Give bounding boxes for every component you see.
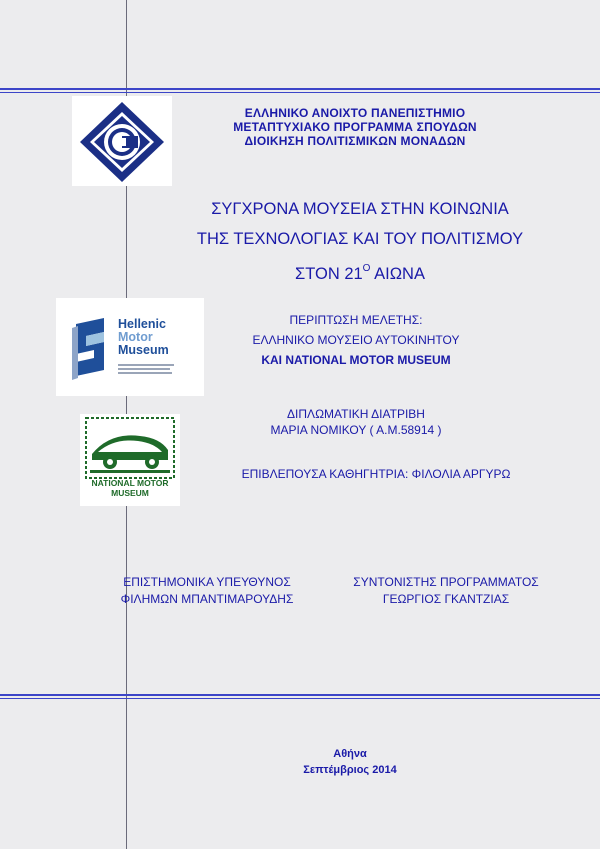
scientific-responsible-block	[92, 574, 322, 608]
scientific-responsible-name: ΦΙΛΗΜΩΝ ΜΠΑΝΤΙΜΑΡΟΥΔΗΣ	[120, 592, 294, 606]
title-line-2: ΤΗΣ ΤΕΧΝΟΛΟΓΙΑΣ ΚΑΙ ΤΟΥ ΠΟΛΙΤΙΣΜΟΥ	[196, 230, 524, 248]
hmm-small-print	[118, 362, 178, 376]
case-study-line-2: ΚΑΙ NATIONAL MOTOR MUSEUM	[261, 353, 451, 367]
national-motor-museum-logo	[80, 414, 180, 506]
thesis-type: ΔΙΠΛΩΜΑΤΙΚΗ ΔΙΑΤΡΙΒΗ	[287, 407, 425, 421]
thesis-author: ΜΑΡΙΑ ΝΟΜΙΚΟΥ ( Α.Μ.58914 )	[270, 423, 442, 437]
scientific-responsible-role: ΕΠΙΣΤΗΜΟΝΙΚΑ ΥΠΕΥΘΥΝΟΣ	[123, 575, 291, 589]
program-coordinator-name: ΓΕΩΡΓΙΟΣ ΓΚΑΝΤΖΙΑΣ	[382, 592, 510, 606]
bottom-double-rule	[0, 694, 600, 699]
header-program: ΜΕΤΑΠΤΥΧΙΑΚΟ ΠΡΟΓΡΑΜΜΑ ΣΠΟΥΔΩΝ	[233, 120, 477, 134]
program-coordinator-block	[326, 574, 566, 608]
case-study-label: ΠΕΡΙΠΤΩΣΗ ΜΕΛΕΤΗΣ:	[289, 313, 423, 327]
thesis-supervisor: ΕΠΙΒΛΕΠΟΥΣΑ ΚΑΘΗΓΗΤΡΙΑ: ΦΙΛΟΛΙΑ ΑΡΓΥΡΩ	[241, 467, 511, 481]
hellenic-motor-museum-logo	[56, 298, 204, 396]
thesis-info-block	[206, 406, 506, 438]
thesis-title	[140, 194, 580, 289]
title-line-3: ΣΤΟΝ $21^O$ ΑΙΩΝΑ	[295, 263, 425, 283]
program-coordinator-role: ΣΥΝΤΟΝΙΣΤΗΣ ΠΡΟΓΡΑΜΜΑΤΟΣ	[353, 575, 539, 589]
footer-city: Αθήνα	[333, 748, 367, 760]
case-study-block	[206, 310, 506, 370]
case-study-line-1: ΕΛΛΗΝΙΚΟ ΜΟΥΣΕΙΟ ΑΥΤΟΚΙΝΗΤΟΥ	[252, 333, 460, 347]
eap-logo-icon	[72, 96, 172, 186]
footer-block	[250, 746, 450, 778]
footer-date: Σεπτέμβριος 2014	[303, 764, 397, 776]
header-university: ΕΛΛΗΝΙΚΟ ΑΝΟΙΧΤΟ ΠΑΝΕΠΙΣΤΗΜΙΟ	[244, 106, 466, 120]
title-line-1: ΣΥΓΧΡΟΝΑ ΜΟΥΣΕΙΑ ΣΤΗΝ ΚΟΙΝΩΝΙΑ	[211, 200, 509, 218]
top-double-rule	[0, 88, 600, 93]
header-department: ΔΙΟΙΚΗΣΗ ΠΟΛΙΤΙΣΜΙΚΩΝ ΜΟΝΑΔΩΝ	[244, 134, 466, 148]
eap-logo	[72, 96, 172, 186]
institution-header	[190, 106, 520, 148]
hmm-wordmark: Hellenic Motor Museum	[118, 317, 169, 357]
nmm-wordmark: NATIONAL MOTOR MUSEUM	[91, 478, 169, 498]
